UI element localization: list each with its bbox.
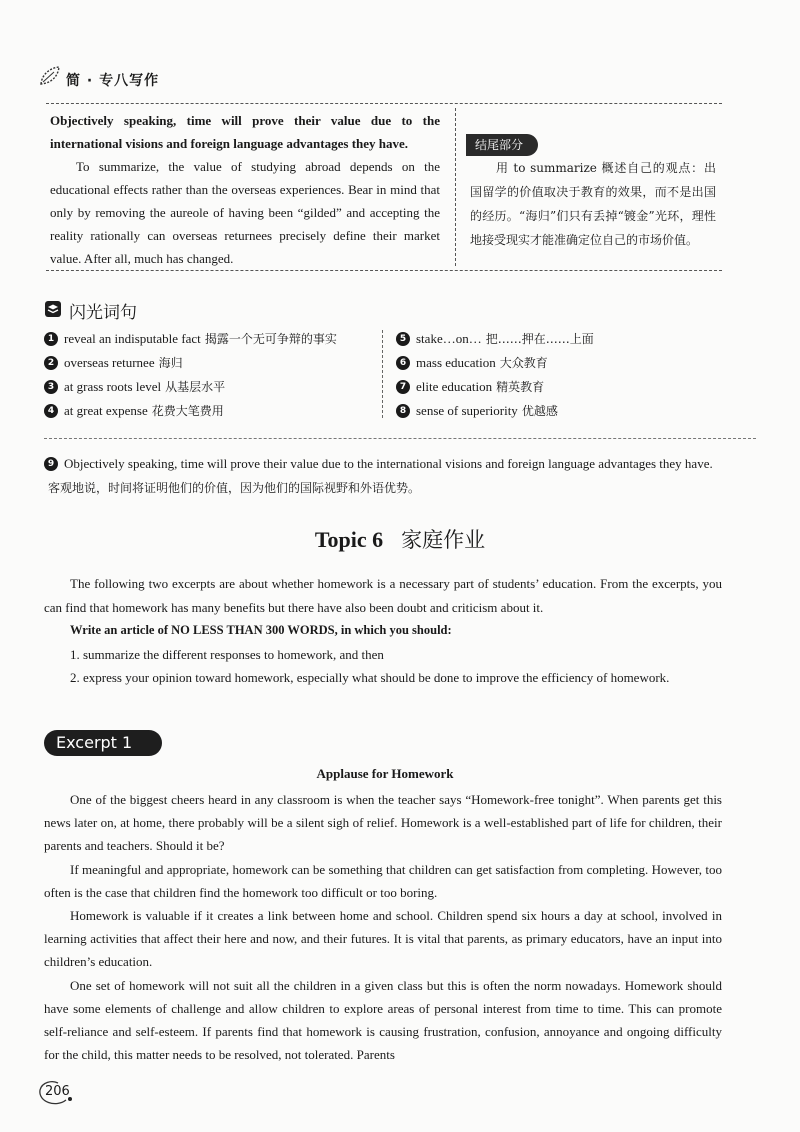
excerpt-paragraph: If meaningful and appropriate, homework can be something that children can get satisfaction from completing. However, too often is the case that children find the homework too difficult or too boring. [44,861,722,900]
topic-intro: The following two excerpts are about whether homework is a necessary part of students’ education. From the excerpts, you can find that homework has many benefits but there have also been doubt and criticism about it. [44,576,722,615]
page-number-badge [36,1078,76,1106]
phrase-number: 1 [44,332,58,346]
phrase-number: 2 [44,356,58,370]
phrase-zh: 大众教育 [499,356,548,370]
topic-instruction: Write an article of NO LESS THAN 300 WORDS, in which you should: [70,623,452,637]
page-number: 206 [45,1084,70,1099]
phrase-item [396,379,544,395]
phrase-column-divider [382,330,383,418]
excerpt-badge: Excerpt 1 [44,730,162,756]
topic-heading [0,524,800,554]
excerpt-body [44,788,722,1066]
summary-bold-sentence: Objectively speaking, time will prove their value due to the international visions and foreign language advantages they have. [50,113,440,151]
phrase-number: 5 [396,332,410,346]
phrase-number: 3 [44,380,58,394]
phrase-number: 8 [396,404,410,418]
layers-icon [45,301,61,317]
phrase-en: Objectively speaking, time will prove their value due to the international visions and foreign language advantages they have. [64,456,713,471]
phrase-zh: 客观地说，时间将证明他们的价值，因为他们的国际视野和外语优势。 [48,481,421,495]
phrase-en: overseas returnee [64,355,155,370]
topic-zh-title: 家庭作业 [401,528,486,552]
phrase-item [44,355,183,371]
phrase-zh: 优越感 [521,404,558,418]
phrase-en: stake…on… [416,331,482,346]
ending-section-note: 用 to summarize 概述自己的观点：出国留学的价值取决于教育的效果，而不是出国的经历。“海归”们只有丢掉“镀金”光环，理性地接受现实才能准确定位自己的市场价值。 [470,161,716,247]
phrase-zh: 海归 [158,356,183,370]
topic-instructions [44,572,722,690]
phrase-en: at great expense [64,403,148,418]
phrase-number: 7 [396,380,410,394]
phrase-number: 4 [44,404,58,418]
excerpt-title: Applause for Homework [316,766,454,781]
excerpt-paragraph: One of the biggest cheers heard in any classroom is when the teacher says “Homework-free tonight”. When parents get this news later on, at home, there probably will be a silent sigh of relief. Homework is a well-established part of life for children, their parents and teachers. Should it be? [44,792,722,854]
phrase-item [44,331,337,347]
phrase-number: 9 [44,457,58,471]
phrase-zh: 把……押在……上面 [485,332,594,346]
phrase-en: at grass roots level [64,379,162,394]
ending-section-label: 结尾部分 [466,134,538,156]
phrase-en: mass education [416,355,496,370]
excerpt-paragraph: One set of homework will not suit all the children in a given class but this is often the norm nowadays. Homework should have some elements of challenge and allow children to explore areas of personal interest from time to time. This can promote self-reliance and self-esteem. If parents find that homework is causing frustration, confusion, annoyance and ongoing difficulty for the child, this matter needs to be resolved, not tolerated. Parents [44,977,722,1063]
phrase-item [44,379,225,395]
phrase-en: reveal an indisputable fact [64,331,201,346]
phrase-zh: 从基层水平 [165,380,226,394]
phrase-en: elite education [416,379,493,394]
topic-item: 1. summarize the different responses to homework, and then [70,646,384,662]
phrase-zh: 揭露一个无可争辩的事实 [204,332,337,346]
summary-paragraphs [50,109,440,270]
topic-label: Topic 6 [314,527,384,552]
section-rule [44,438,756,439]
phrase-en: sense of superiority [416,403,518,418]
phrase-zh: 花费大笔费用 [151,404,224,418]
box-divider [455,108,456,266]
summary-paragraph: To summarize, the value of studying abroad depends on the educational effects rather than the overseas experiences. Bear in mind that only by removing the aureole of having been “gilded” and accepting the reality rationally can overseas returnees precisely define their market value. After all, much has changed. [50,159,440,266]
excerpt-paragraph: Homework is valuable if it creates a link between home and school. Children spend six hours a day at school, involved in learning activities that affect their here and now, and their futures. It is vital that parents, as primary educators, have an input into children’s education. [44,908,722,970]
phrase-item [396,331,594,347]
topic-item: 2. express your opinion toward homework, especially what should be done to improve the efficiency of homework. [70,670,670,685]
leaf-logo-icon [38,64,62,88]
flash-phrases-title: 闪光词句 [69,303,137,323]
phrase-item [396,355,548,371]
phrase-item [44,403,224,419]
phrase-item-long [44,452,724,500]
header-title: 简 · 专八写作 [66,73,160,89]
phrase-item [396,403,558,419]
phrase-number: 6 [396,356,410,370]
phrase-zh: 精英教育 [496,380,545,394]
